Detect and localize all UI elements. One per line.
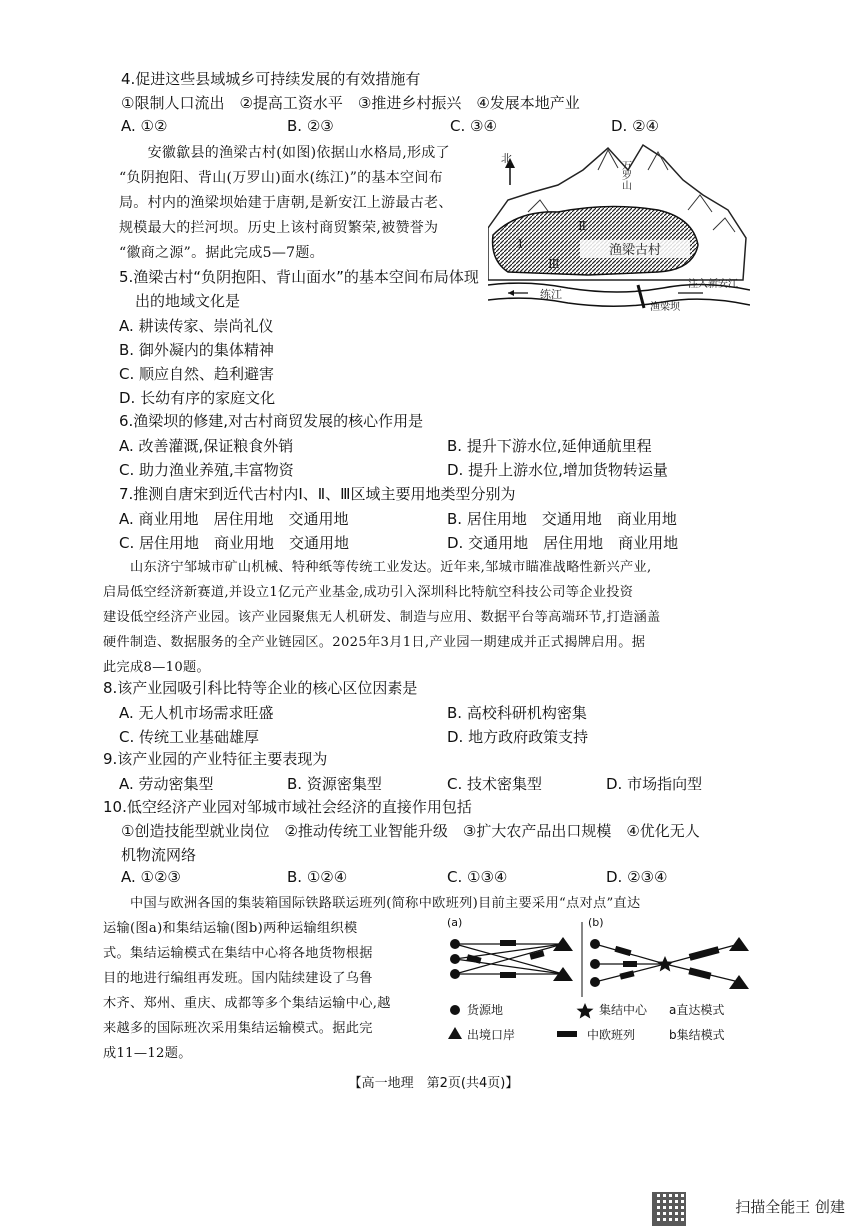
passage-line: 成11—12题。 xyxy=(103,1046,192,1061)
passage-line: 木齐、郑州、重庆、成都等多个集结运输中心,越 xyxy=(103,996,391,1011)
q6-option-c: C. 助力渔业养殖,丰富物资 xyxy=(119,461,294,479)
q7-stem: 7.推测自唐宋到近代古村内Ⅰ、Ⅱ、Ⅲ区域主要用地类型分别为 xyxy=(119,485,516,503)
transport-mode-diagram xyxy=(445,912,755,1052)
legend-note-b: b集结模式 xyxy=(669,1028,725,1042)
q9-option-c: C. 技术密集型 xyxy=(447,775,543,793)
outlet-label: 注入新安江 xyxy=(688,279,738,290)
mountain-label: 万罗山 xyxy=(619,160,631,190)
q10-items-line-1: ①创造技能型就业岗位 ②推动传统工业智能升级 ③扩大农产品出口规模 ④优化无人 xyxy=(121,822,700,840)
passage-zoucheng xyxy=(103,555,763,680)
source-dot-icon xyxy=(590,939,600,949)
label-a: (a) xyxy=(447,916,463,929)
passage-line: 运输(图a)和集结运输(图b)两种运输组织模 xyxy=(103,921,358,936)
q6-option-a: A. 改善灌溉,保证粮食外销 xyxy=(119,437,294,455)
q7-option-b: B. 居住用地 交通用地 商业用地 xyxy=(447,510,677,528)
passage-line: “徽商之源”。据此完成5—7题。 xyxy=(119,245,324,261)
legend-hub-label: 集结中心 xyxy=(599,1003,648,1017)
hub-star-icon xyxy=(657,956,674,972)
q10-option-d: D. ②③④ xyxy=(606,868,668,886)
yuliang-village-map xyxy=(488,140,750,310)
q7-option-c: C. 居住用地 商业用地 交通用地 xyxy=(119,534,350,552)
q4-option-c: C. ③④ xyxy=(450,117,497,135)
q5-option-b: B. 御外凝内的集体精神 xyxy=(119,341,274,359)
q10-items-line-2: 机物流网络 xyxy=(121,846,197,864)
q6-option-b: B. 提升下游水位,延伸通航里程 xyxy=(447,437,652,455)
q7-option-a: A. 商业用地 居住用地 交通用地 xyxy=(119,510,349,528)
q4-option-a: A. ①② xyxy=(121,117,168,135)
passage-china-europe-train-2 xyxy=(103,916,443,1066)
scanner-watermark: 扫描全能王 创建 xyxy=(735,1198,845,1216)
passage-line: “负阴抱阳、背山(万罗山)面水(练江)”的基本空间布 xyxy=(119,170,443,186)
passage-line: 目的地进行编组再发班。国内陆续建设了乌鲁 xyxy=(103,971,373,986)
q4-stem: 4.促进这些县域城乡可持续发展的有效措施有 xyxy=(121,70,421,88)
q9-option-a: A. 劳动密集型 xyxy=(119,775,214,793)
river-label: 练江 xyxy=(540,288,562,301)
passage-line: 来越多的国际班次采用集结运输模式。据此完 xyxy=(103,1021,373,1036)
passage-line: 式。集结运输模式在集结中心将各地货物根据 xyxy=(103,946,373,961)
q5-option-d: D. 长幼有序的家庭文化 xyxy=(119,389,276,407)
zone-label-2: Ⅱ xyxy=(578,219,587,233)
dam-label: 渔梁坝 xyxy=(650,302,680,313)
passage-line: 规模最大的拦河坝。历史上该村商贸繁荣,被赞誉为 xyxy=(119,220,439,236)
source-dot-icon xyxy=(450,939,460,949)
label-b: (b) xyxy=(588,916,604,929)
q8-option-c: C. 传统工业基础雄厚 xyxy=(119,728,260,746)
q10-option-b: B. ①②④ xyxy=(287,868,348,886)
q5-option-a: A. 耕读传家、崇尚礼仪 xyxy=(119,317,274,335)
north-label: 北 xyxy=(501,152,512,165)
q6-stem: 6.渔梁坝的修建,对古村商贸发展的核心作用是 xyxy=(119,412,424,430)
q4-option-d: D. ②④ xyxy=(611,117,659,135)
q8-option-a: A. 无人机市场需求旺盛 xyxy=(119,704,274,722)
legend-hub-icon xyxy=(577,1003,594,1019)
port-triangle-icon xyxy=(729,937,749,951)
train-bar-icon xyxy=(688,967,711,979)
legend-source-icon xyxy=(450,1005,460,1015)
source-dot-icon xyxy=(590,977,600,987)
q5-stem-line-2: 出的地域文化是 xyxy=(135,292,241,310)
q4-option-b: B. ②③ xyxy=(287,117,334,135)
q7-option-d: D. 交通用地 居住用地 商业用地 xyxy=(447,534,679,552)
legend-port-icon xyxy=(448,1027,462,1039)
legend-train-icon xyxy=(557,1031,577,1037)
passage-line: 安徽歙县的渔梁古村(如图)依据山水格局,形成了 xyxy=(119,145,450,161)
zone-label-3: Ⅲ xyxy=(548,257,560,271)
qr-code-icon xyxy=(652,1192,686,1226)
passage-line: 启局低空经济新赛道,并设立1亿元产业基金,成功引入深圳科比特航空科技公司等企业投资 xyxy=(103,585,634,600)
page-footer: 【高一地理 第2页(共4页)】 xyxy=(348,1076,519,1091)
train-bar-icon xyxy=(619,970,634,979)
passage-line: 局。村内的渔梁坝始建于唐朝,是新安江上游最古老、 xyxy=(119,195,453,211)
legend-train-label: 中欧班列 xyxy=(587,1028,636,1042)
passage-line: 山东济宁邹城市矿山机械、特种纸等传统工业发达。近年来,邹城市瞄准战略性新兴产业, xyxy=(103,560,652,575)
flow-arrowhead-icon xyxy=(508,290,514,296)
q9-option-b: B. 资源密集型 xyxy=(287,775,382,793)
q8-option-b: B. 高校科研机构密集 xyxy=(447,704,587,722)
zone-label-1: Ⅰ xyxy=(518,237,523,251)
train-bar-icon xyxy=(689,946,720,961)
q10-option-a: A. ①②③ xyxy=(121,868,181,886)
q9-stem: 9.该产业园的产业特征主要表现为 xyxy=(103,750,328,768)
train-bar-icon xyxy=(623,961,637,967)
legend-note-a: a直达模式 xyxy=(669,1003,725,1017)
train-bar-icon xyxy=(500,940,516,946)
q5-option-c: C. 顺应自然、趋利避害 xyxy=(119,365,275,383)
q6-option-d: D. 提升上游水位,增加货物转运量 xyxy=(447,461,668,479)
river-bank-lower xyxy=(488,298,750,306)
passage-line: 硬件制造、数据服务的全产业链园区。2025年3月1日,产业园一期建成并正式揭牌启用。据 xyxy=(103,635,646,650)
passage-yuliang xyxy=(119,141,484,266)
passage-line: 此完成8—10题。 xyxy=(103,660,210,675)
legend-port-label: 出境口岸 xyxy=(467,1028,516,1042)
village-label: 渔梁古村 xyxy=(608,243,662,258)
q8-option-d: D. 地方政府政策支持 xyxy=(447,728,589,746)
passage-line: 建设低空经济产业园。该产业园聚焦无人机研发、制造与应用、数据平台等高端环节,打造涵盖 xyxy=(103,610,661,625)
passage-line: 中国与欧洲各国的集装箱国际铁路联运班列(简称中欧班列)目前主要采用“点对点”直达 xyxy=(103,896,641,911)
q10-option-c: C. ①③④ xyxy=(447,868,508,886)
q10-stem: 10.低空经济产业园对邹城市域社会经济的直接作用包括 xyxy=(103,798,472,816)
q4-items: ①限制人口流出 ②提高工资水平 ③推进乡村振兴 ④发展本地产业 xyxy=(121,94,580,112)
q8-stem: 8.该产业园吸引科比特等企业的核心区位因素是 xyxy=(103,679,418,697)
source-dot-icon xyxy=(450,969,460,979)
source-dot-icon xyxy=(450,954,460,964)
train-bar-icon xyxy=(500,972,516,978)
train-bar-icon xyxy=(614,946,631,956)
legend-source-label: 货源地 xyxy=(467,1003,504,1017)
port-triangle-icon xyxy=(729,975,749,989)
q9-option-d: D. 市场指向型 xyxy=(606,775,703,793)
q5-stem-line-1: 5.渔梁古村“负阴抱阳、背山面水”的基本空间布局体现 xyxy=(119,268,479,286)
source-dot-icon xyxy=(590,959,600,969)
